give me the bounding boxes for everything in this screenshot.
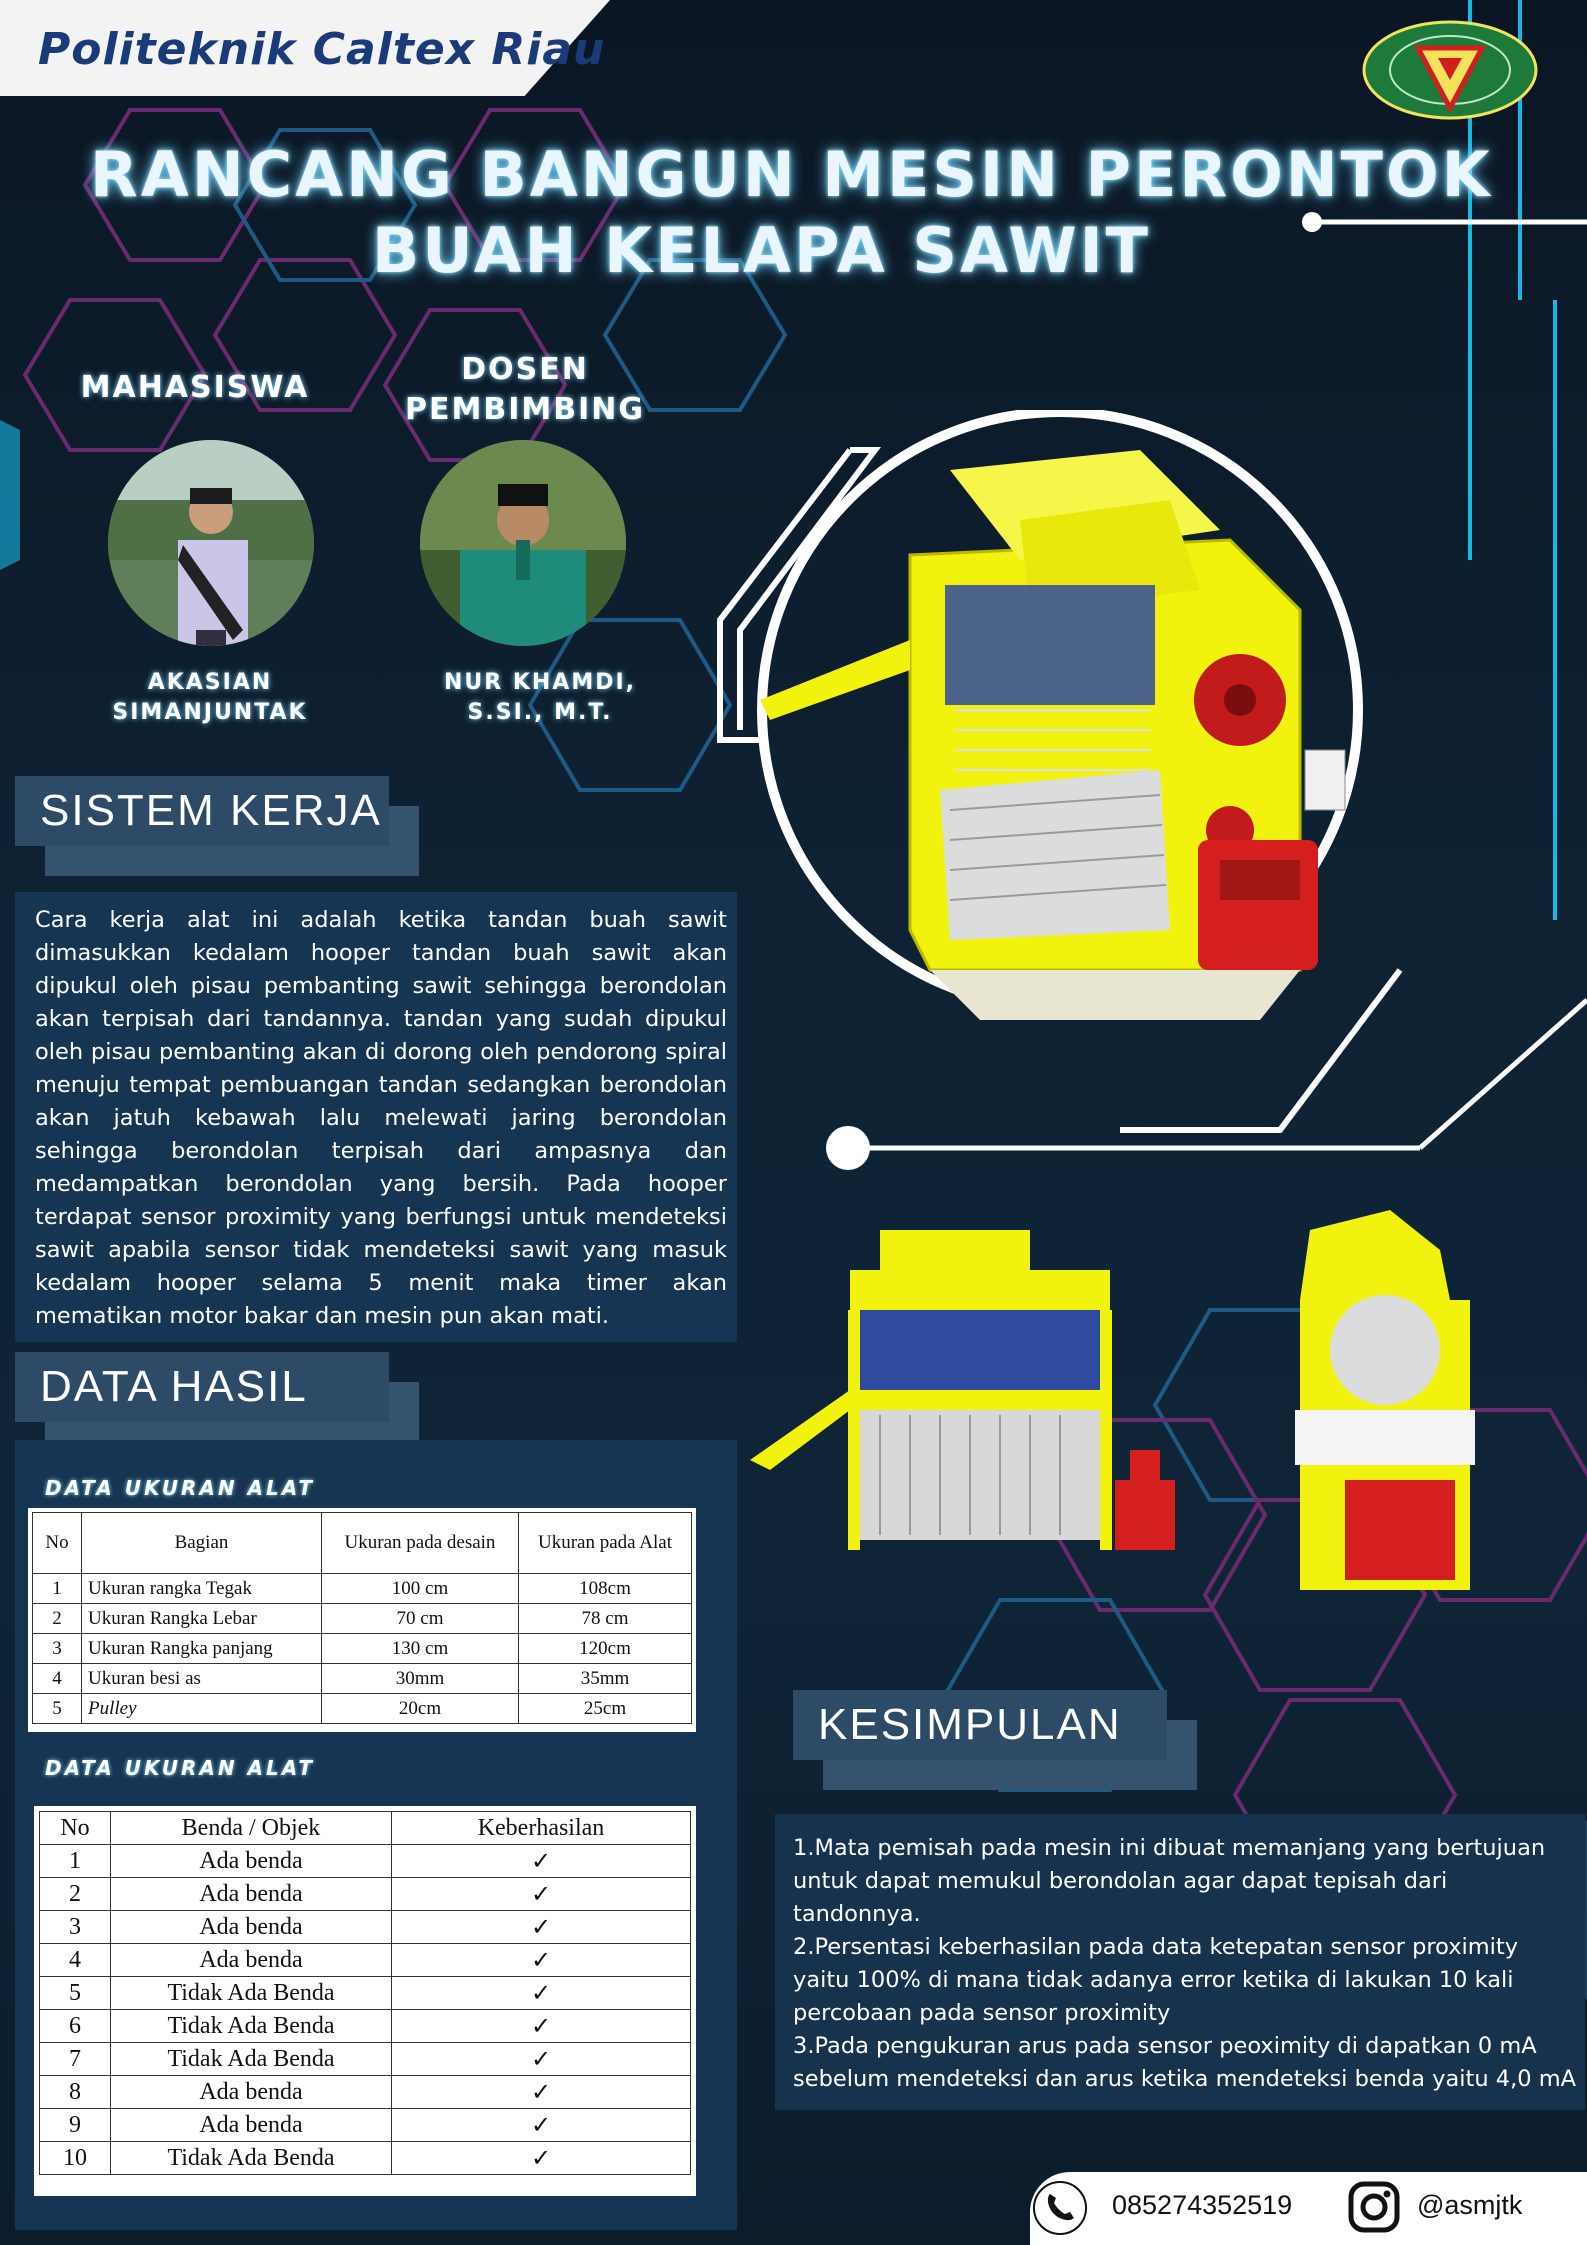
table-cell: Tidak Ada Benda — [111, 2142, 392, 2175]
table-cell: Ukuran Rangka panjang — [82, 1634, 322, 1664]
table-row — [40, 1977, 691, 2010]
student-photo — [108, 440, 314, 646]
table-row — [40, 1944, 691, 1977]
dimension-table-wrap — [28, 1508, 696, 1732]
table-cell: 70 cm — [322, 1604, 519, 1634]
table-cell: 25cm — [519, 1694, 692, 1724]
machine-front-view — [750, 1220, 1230, 1600]
mechatronics-badge-icon — [1360, 18, 1540, 122]
table-cell: 100 cm — [322, 1574, 519, 1604]
table-cell: 4 — [33, 1664, 82, 1694]
table-cell: 5 — [33, 1694, 82, 1724]
sensor-test-table-wrap — [34, 1806, 696, 2196]
table-cell: 2 — [33, 1604, 82, 1634]
check-icon: ✓ — [392, 2043, 691, 2076]
table-row — [33, 1664, 692, 1694]
check-icon: ✓ — [392, 2076, 691, 2109]
supervisor-name — [400, 668, 680, 728]
table-cell: 4 — [40, 1944, 111, 1977]
phone-icon[interactable] — [1032, 2180, 1088, 2236]
kesimpulan-point-3: 3.Pada pengukuran arus pada sensor peoximity di dapatkan 0 mA sebelum mendeteksi dan arus ketika mendeteksi benda yaitu 4,0 mA — [793, 2033, 1577, 2092]
table-cell: 3 — [40, 1911, 111, 1944]
sistem-kerja-heading — [15, 776, 389, 846]
table-cell: Ada benda — [111, 1911, 392, 1944]
table-cell: 130 cm — [322, 1634, 519, 1664]
supervisor-role-line2: PEMBIMBING — [405, 392, 645, 427]
kesimpulan-panel — [775, 1814, 1585, 2110]
table-cell: 1 — [40, 1845, 111, 1878]
table-header-cell: Ukuran pada desain — [322, 1513, 519, 1574]
poster-title-line1: RANCANG BANGUN MESIN PERONTOK — [90, 138, 1493, 211]
table-cell: 120cm — [519, 1634, 692, 1664]
table-row — [40, 1911, 691, 1944]
table-row — [40, 2109, 691, 2142]
table-row — [33, 1574, 692, 1604]
check-icon: ✓ — [392, 2010, 691, 2043]
table-cell: Ada benda — [111, 1845, 392, 1878]
table-row — [40, 2043, 691, 2076]
table-cell: Ada benda — [111, 1878, 392, 1911]
instagram-handle-link[interactable]: @asmjtk — [1417, 2190, 1523, 2220]
kesimpulan-point-1: 1.Mata pemisah pada mesin ini dibuat memanjang yang bertujuan untuk dapat memukul berondolan agar dapat tepisah dari tandonnya. — [793, 1835, 1546, 1927]
machine-3d-illustration — [700, 410, 1560, 1190]
table-cell: 9 — [40, 2109, 111, 2142]
check-icon: ✓ — [392, 1911, 691, 1944]
table-cell: Ukuran rangka Tegak — [82, 1574, 322, 1604]
phone-number-link[interactable]: 085274352519 — [1112, 2190, 1293, 2220]
kesimpulan-point-2: 2.Persentasi keberhasilan pada data ketepatan sensor proximity yaitu 100% di mana tidak adanya error ketika di lakukan 10 kali percobaan pada sensor proximity — [793, 1934, 1519, 2026]
student-role-label: MAHASISWA — [80, 370, 310, 405]
table-header-cell: Keberhasilan — [392, 1812, 691, 1845]
table-row — [40, 2076, 691, 2109]
table-cell: 7 — [40, 2043, 111, 2076]
table-row — [40, 2142, 691, 2175]
table-row — [40, 1845, 691, 1878]
table-cell: 2 — [40, 1878, 111, 1911]
table-cell: Tidak Ada Benda — [111, 2043, 392, 2076]
table-cell: 8 — [40, 2076, 111, 2109]
institution-logo: Politeknik Caltex Riau — [38, 24, 606, 75]
table-cell: Tidak Ada Benda — [111, 1977, 392, 2010]
supervisor-photo — [420, 440, 626, 646]
table-header-row — [33, 1513, 692, 1574]
sistem-kerja-text: Cara kerja alat ini adalah ketika tandan buah sawit dimasukkan kedalam hooper tandan buah sawit akan dipukul oleh pisau pembanting sawit sehingga berondolan akan terpisah dari tandannya. tandan yang sudah dipukul oleh pisau pembanting akan di dorong oleh pendorong spiral menuju tempat pembuangan tandan sedangkan berondolan akan jatuh kebawah lalu melewati jaring berondolan sehingga berondolan terpisah dari ampasnya dan medampatkan berondolan yang bersih. Pada hooper terdapat sensor proximity yang berfungsi untuk mendeteksi sawit apabila sensor tidak mendeteksi sawit yang masuk kedalam hooper selama 5 menit maka timer akan mematikan motor bakar dan mesin pun akan mati. — [35, 907, 727, 1329]
check-icon: ✓ — [392, 2109, 691, 2142]
instagram-icon[interactable] — [1345, 2178, 1403, 2236]
supervisor-name-line1: NUR KHAMDI, — [443, 670, 637, 695]
sensor-test-table — [39, 1811, 691, 2175]
table-cell: 78 cm — [519, 1604, 692, 1634]
table-row — [33, 1634, 692, 1664]
table-cell: Tidak Ada Benda — [111, 2010, 392, 2043]
table-cell: 1 — [33, 1574, 82, 1604]
check-icon: ✓ — [392, 1944, 691, 1977]
table-header-cell: No — [40, 1812, 111, 1845]
table-cell: Pulley — [82, 1694, 322, 1724]
table-row — [40, 1878, 691, 1911]
supervisor-role-label — [380, 350, 670, 430]
data-hasil-heading-text: DATA HASIL — [40, 1362, 308, 1411]
kesimpulan-heading — [793, 1690, 1167, 1760]
table-cell: Ada benda — [111, 1944, 392, 1977]
table2-title: DATA UKURAN ALAT — [45, 1756, 315, 1780]
table-cell: Ada benda — [111, 2076, 392, 2109]
sistem-kerja-panel — [15, 892, 737, 1342]
check-icon: ✓ — [392, 2142, 691, 2175]
kesimpulan-heading-text: KESIMPULAN — [818, 1700, 1122, 1749]
table-header-cell: Ukuran pada Alat — [519, 1513, 692, 1574]
table-header-cell: Bagian — [82, 1513, 322, 1574]
machine-side-view — [1290, 1210, 1490, 1600]
table-cell: Ukuran besi as — [82, 1664, 322, 1694]
student-name — [70, 668, 350, 728]
supervisor-role-line1: DOSEN — [461, 352, 589, 387]
dimension-table — [32, 1512, 692, 1724]
table-cell: 5 — [40, 1977, 111, 2010]
kesimpulan-text — [793, 1832, 1577, 2096]
table-cell: 35mm — [519, 1664, 692, 1694]
supervisor-name-line2: S.SI., M.T. — [467, 700, 613, 725]
table-cell: 3 — [33, 1634, 82, 1664]
table-cell: 30mm — [322, 1664, 519, 1694]
student-name-line1: AKASIAN — [147, 670, 273, 695]
table-row — [40, 2010, 691, 2043]
check-icon: ✓ — [392, 1845, 691, 1878]
table-cell: 108cm — [519, 1574, 692, 1604]
table-row — [33, 1694, 692, 1724]
table-header-cell: Benda / Objek — [111, 1812, 392, 1845]
data-hasil-heading — [15, 1352, 389, 1422]
check-icon: ✓ — [392, 1878, 691, 1911]
table-cell: 6 — [40, 2010, 111, 2043]
table-header-cell: No — [33, 1513, 82, 1574]
sistem-kerja-heading-text: SISTEM KERJA — [40, 786, 382, 835]
table-cell: Ada benda — [111, 2109, 392, 2142]
table1-title: DATA UKURAN ALAT — [45, 1476, 315, 1500]
check-icon: ✓ — [392, 1977, 691, 2010]
table-cell: Ukuran Rangka Lebar — [82, 1604, 322, 1634]
table-cell: 20cm — [322, 1694, 519, 1724]
table-header-row — [40, 1812, 691, 1845]
student-name-line2: SIMANJUNTAK — [112, 700, 308, 725]
table-cell: 10 — [40, 2142, 111, 2175]
table-row — [33, 1604, 692, 1634]
poster-title-line2: BUAH KELAPA SAWIT — [372, 214, 1151, 287]
